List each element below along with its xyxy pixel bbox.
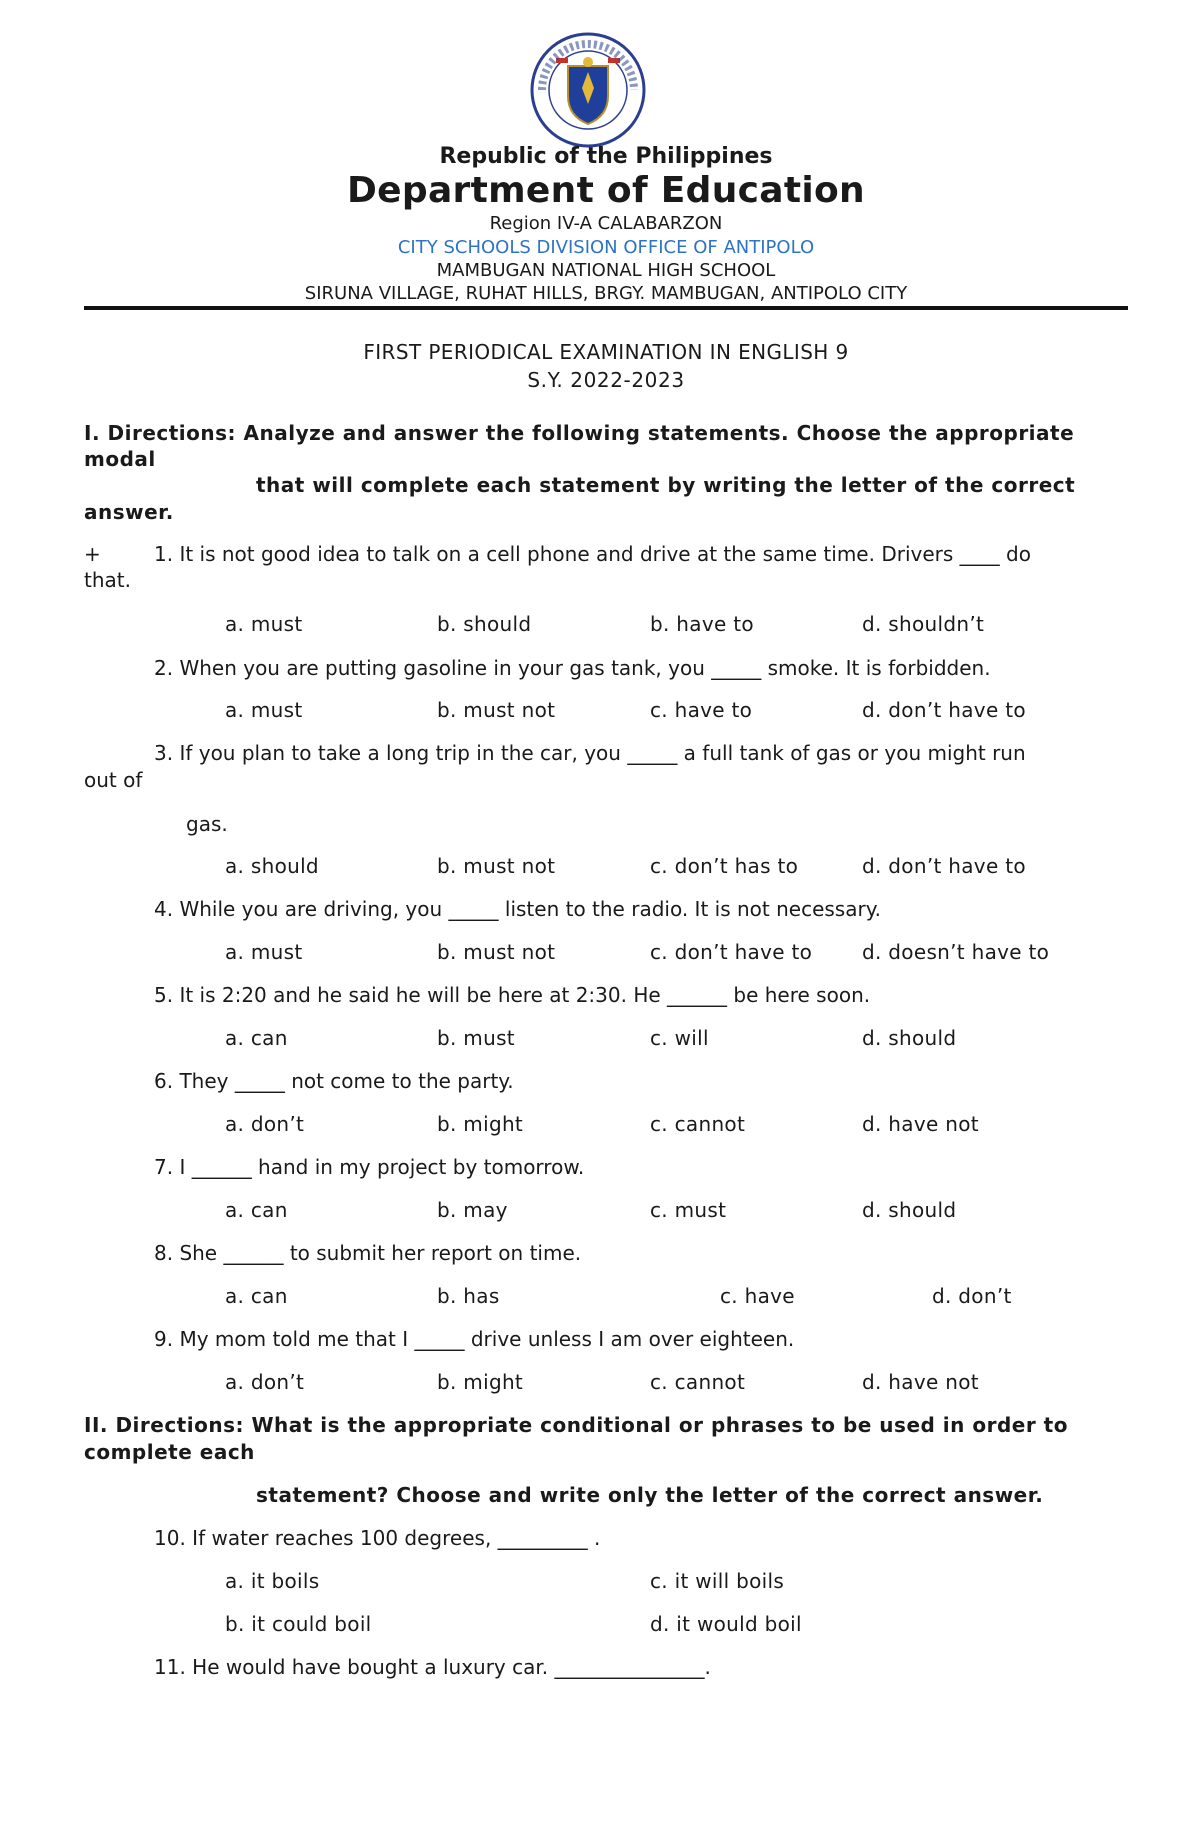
option: d. shouldn’t xyxy=(862,612,985,636)
option: a. must xyxy=(225,612,303,636)
option: a. should xyxy=(225,854,319,878)
address-heading: SIRUNA VILLAGE, RUHAT HILLS, BRGY. MAMBUGAN, ANTIPOLO CITY xyxy=(304,283,908,304)
option: c. don’t has to xyxy=(650,854,799,878)
option: b. must xyxy=(437,1026,515,1050)
option: c. have to xyxy=(650,698,753,722)
option: a. don’t xyxy=(225,1112,305,1136)
part1-directions-cont: modal xyxy=(84,447,156,471)
part2-directions-cont: complete each xyxy=(84,1440,255,1464)
option: b. may xyxy=(437,1198,508,1222)
option: c. have xyxy=(720,1284,795,1308)
option: d. it would boil xyxy=(650,1612,802,1636)
option: d. have not xyxy=(862,1112,979,1136)
option: a. can xyxy=(225,1284,288,1308)
question-9: 9. My mom told me that I _____ drive unless I am over eighteen. xyxy=(154,1327,795,1351)
question-6: 6. They _____ not come to the party. xyxy=(154,1069,514,1093)
option: c. it will boils xyxy=(650,1569,785,1593)
option: b. might xyxy=(437,1112,524,1136)
question-8: 8. She ______ to submit her report on time. xyxy=(154,1241,582,1265)
option: d. should xyxy=(862,1026,957,1050)
option: a. it boils xyxy=(225,1569,320,1593)
option: a. can xyxy=(225,1198,288,1222)
header-divider xyxy=(84,306,1128,310)
option: a. must xyxy=(225,940,303,964)
question-3-cont: gas. xyxy=(186,812,228,836)
option: b. must not xyxy=(437,698,556,722)
deped-seal-icon xyxy=(530,32,646,148)
option: c. cannot xyxy=(650,1112,746,1136)
option: b. should xyxy=(437,612,532,636)
option: d. should xyxy=(862,1198,957,1222)
option: c. will xyxy=(650,1026,709,1050)
question-10: 10. If water reaches 100 degrees, _________ . xyxy=(154,1526,601,1550)
option: d. have not xyxy=(862,1370,979,1394)
region-heading: Region IV-A CALABARZON xyxy=(489,213,723,234)
question-7: 7. I ______ hand in my project by tomorrow. xyxy=(154,1155,585,1179)
option: c. don’t have to xyxy=(650,940,813,964)
part1-directions-cont: that will complete each statement by writing the letter of the correct xyxy=(256,473,1076,497)
option: b. it could boil xyxy=(225,1612,372,1636)
school-heading: MAMBUGAN NATIONAL HIGH SCHOOL xyxy=(436,260,776,281)
option: b. has xyxy=(437,1284,500,1308)
option: b. have to xyxy=(650,612,754,636)
option: d. don’t have to xyxy=(862,854,1026,878)
option: d. doesn’t have to xyxy=(862,940,1050,964)
division-heading: CITY SCHOOLS DIVISION OFFICE OF ANTIPOLO xyxy=(397,237,815,258)
option: c. cannot xyxy=(650,1370,746,1394)
part2-directions-cont: statement? Choose and write only the letter of the correct answer. xyxy=(256,1483,1044,1507)
question-5: 5. It is 2:20 and he said he will be here at 2:30. He ______ be here soon. xyxy=(154,983,871,1007)
question-1-cont: that. xyxy=(84,568,131,592)
move-handle-icon: + xyxy=(84,542,101,566)
question-11: 11. He would have bought a luxury car. _______________. xyxy=(154,1655,711,1679)
question-3: 3. If you plan to take a long trip in the car, you _____ a full tank of gas or you might run xyxy=(154,741,1026,765)
part1-directions: I. Directions: Analyze and answer the following statements. Choose the appropriate xyxy=(84,421,1075,445)
department-heading: Department of Education xyxy=(347,170,865,211)
option: d. don’t have to xyxy=(862,698,1026,722)
option: b. must not xyxy=(437,940,556,964)
question-4: 4. While you are driving, you _____ listen to the radio. It is not necessary. xyxy=(154,897,882,921)
option: a. can xyxy=(225,1026,288,1050)
part2-directions: II. Directions: What is the appropriate conditional or phrases to be used in order to xyxy=(84,1413,1068,1437)
question-2: 2. When you are putting gasoline in your gas tank, you _____ smoke. It is forbidden. xyxy=(154,656,991,680)
option: c. must xyxy=(650,1198,727,1222)
part1-directions-cont: answer. xyxy=(84,500,174,524)
option: a. must xyxy=(225,698,303,722)
school-year: S.Y. 2022-2023 xyxy=(527,368,685,392)
question-1: 1. It is not good idea to talk on a cell phone and drive at the same time. Drivers ____ do xyxy=(154,542,1031,566)
option: b. must not xyxy=(437,854,556,878)
option: a. don’t xyxy=(225,1370,305,1394)
option: b. might xyxy=(437,1370,524,1394)
exam-title: FIRST PERIODICAL EXAMINATION IN ENGLISH 9 xyxy=(363,340,849,364)
question-3-cont: out of xyxy=(84,768,143,792)
option: d. don’t xyxy=(932,1284,1012,1308)
republic-heading: Republic of the Philippines xyxy=(439,144,773,169)
